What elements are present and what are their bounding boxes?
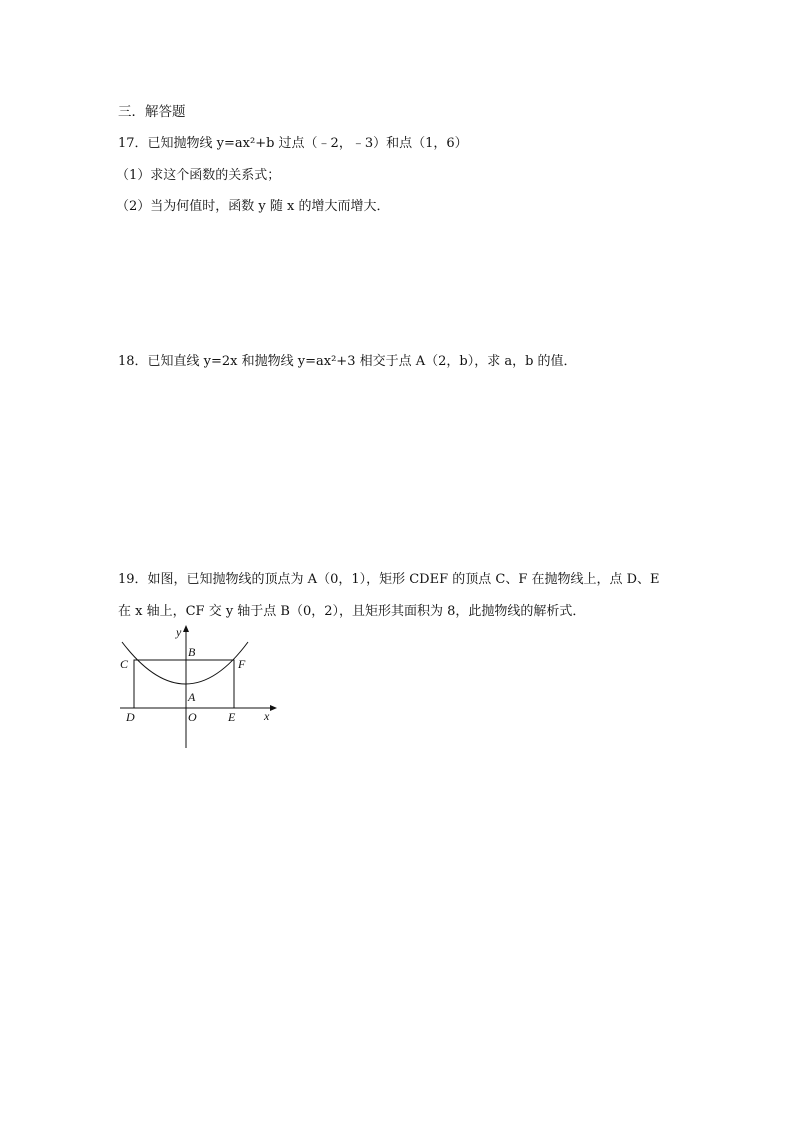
label-e: E [228, 710, 236, 724]
label-y-axis: y [176, 625, 182, 639]
x-axis-arrow [270, 705, 277, 711]
label-b: B [188, 645, 196, 659]
label-f: F [238, 657, 246, 671]
y-axis-arrow [183, 625, 189, 632]
label-d: D [126, 710, 135, 724]
q19-line2: 在 x 轴上，CF 交 y 轴于点 B（0，2），且矩形其面积为 8，此抛物线的解析式． [118, 604, 586, 619]
label-c: C [120, 657, 129, 671]
q19-figure [112, 620, 282, 755]
label-a: A [188, 690, 196, 704]
parabola-curve [122, 642, 248, 684]
q19-line1: 19．如图，已知抛物线的顶点为 A（0，1），矩形 CDEF 的顶点 C、F 在抛物线上，点 D、E [118, 572, 660, 587]
q18-stem: 18．已知直线 y=2x 和抛物线 y=ax²+3 相交于点 A（2，b），求 a，b 的值． [118, 354, 577, 369]
section-title: 三．解答题 [118, 104, 186, 120]
label-o: O [188, 710, 197, 724]
q17-part1: （1）求这个函数的关系式； [116, 168, 281, 183]
label-x-axis: x [264, 709, 270, 723]
q17-part2: （2）当为何值时，函数 y 随 x 的增大而增大． [116, 199, 390, 214]
q17-stem: 17．已知抛物线 y=ax²+b 过点（﹣2，﹣3）和点（1，6） [118, 136, 468, 151]
parabola-rectangle-diagram [112, 620, 282, 755]
